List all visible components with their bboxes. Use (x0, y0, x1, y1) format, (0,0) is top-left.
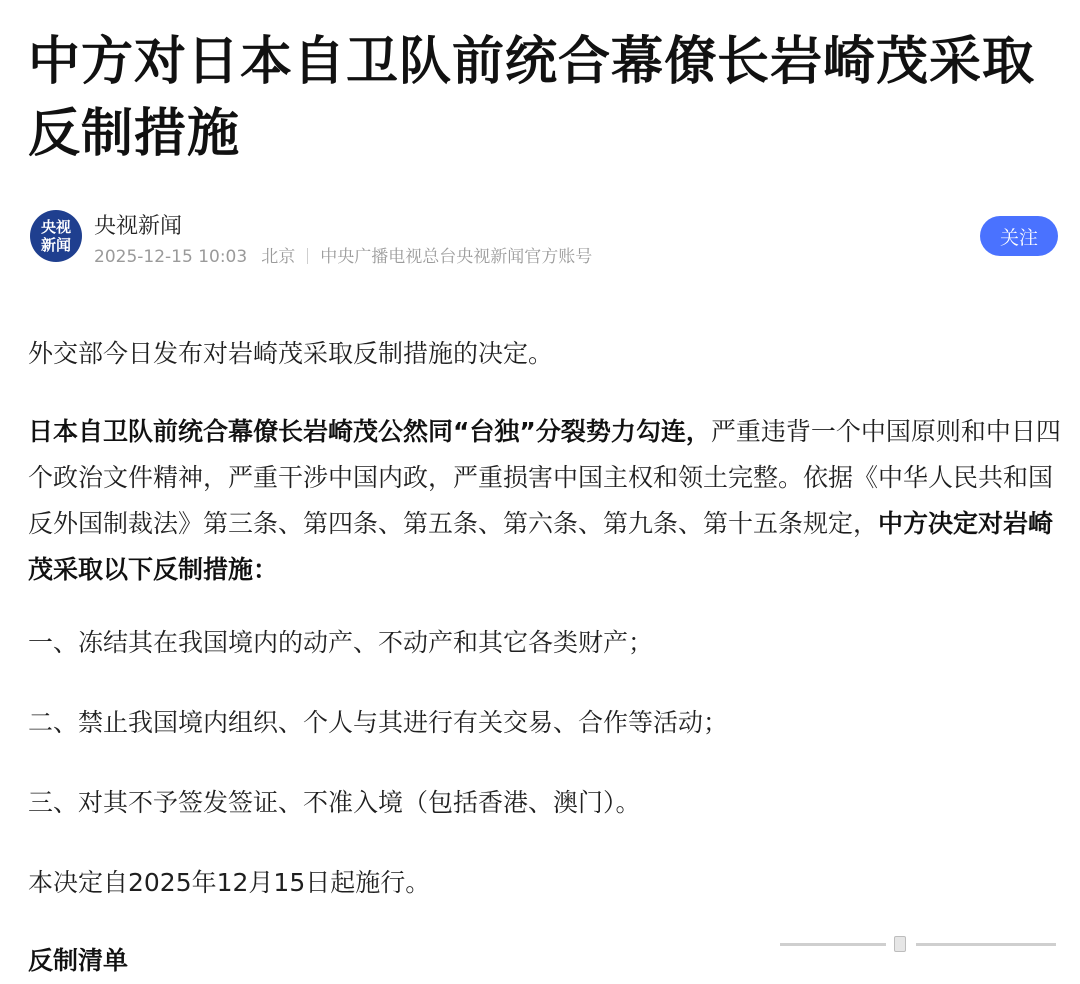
source-name[interactable]: 央视新闻 (94, 214, 183, 239)
measure-item-1: 一、冻结其在我国境内的动产、不动产和其它各类财产； (28, 628, 654, 657)
horizontal-scrollbar[interactable] (780, 938, 1056, 950)
scrollbar-track-left (780, 943, 886, 946)
avatar-text-line1: 央视 (40, 218, 71, 236)
scrollbar-track-right (916, 943, 1056, 946)
publish-location: 北京 (261, 247, 296, 267)
decision-body: 严重违背一个中国原则和中日四个政治文件精神，严重干涉中国内政，严重损害中国主权和领土完整。依据《中华人民共和国反外国制裁法》第三条、第四条、第五条、第六条、第九条、第十五条规定， (28, 417, 1061, 538)
avatar-text-line2: 新闻 (40, 236, 71, 254)
source-avatar[interactable] (30, 210, 82, 262)
meta-divider (307, 248, 308, 264)
paragraph-intro: 外交部今日发布对岩崎茂采取反制措施的决定。 (28, 339, 554, 368)
effective-date-paragraph: 本决定自2025年12月15日起施行。 (28, 868, 431, 897)
decision-conclusion-bold: 中方决定对岩崎茂采取以下反制措施： (28, 509, 1054, 584)
article-title: 中方对日本自卫队前统合幕僚长岩崎茂采取反制措施 (28, 32, 1036, 164)
section-heading-countermeasure-list: 反制清单 (28, 946, 129, 975)
article-meta (94, 242, 592, 267)
account-description: 中央广播电视总台央视新闻官方账号 (320, 247, 593, 267)
measure-item-3: 三、对其不予签发签证、不准入境（包括香港、澳门）。 (28, 788, 641, 817)
paragraph-decision (28, 409, 1063, 593)
publish-timestamp: 2025-12-15 10:03 (94, 247, 248, 267)
follow-button[interactable]: 关注 (980, 216, 1058, 256)
decision-lead-bold: 日本自卫队前统合幕僚长岩崎茂公然同“台独”分裂势力勾连， (28, 417, 711, 446)
scrollbar-thumb[interactable] (894, 936, 906, 952)
measure-item-2: 二、禁止我国境内组织、个人与其进行有关交易、合作等活动； (28, 708, 729, 737)
